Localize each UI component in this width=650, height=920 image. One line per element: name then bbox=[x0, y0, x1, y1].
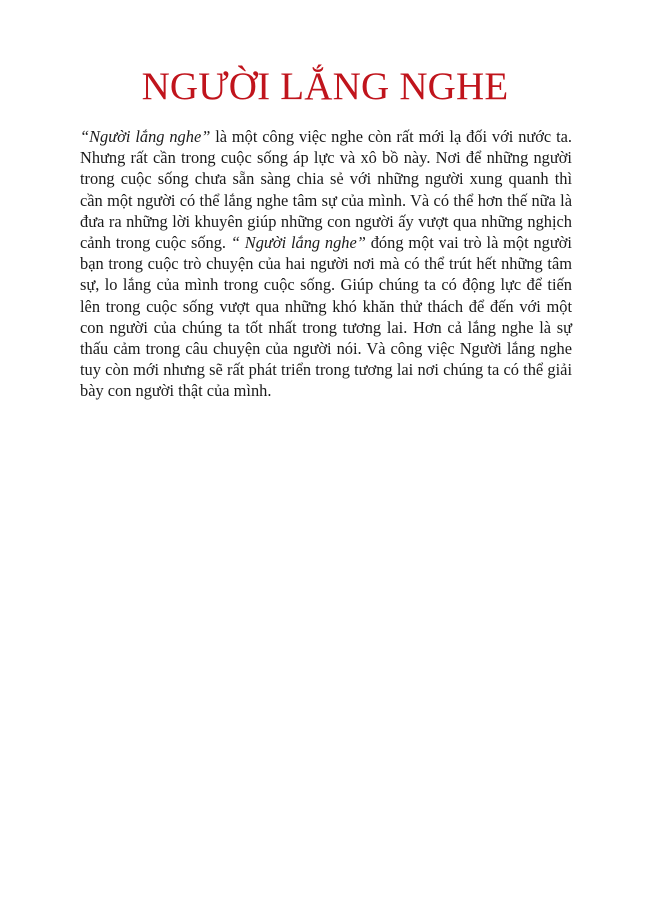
page-title: NGƯỜI LẮNG NGHE bbox=[141, 65, 509, 108]
quote-term-2: “ Người lắng nghe” bbox=[230, 233, 366, 253]
paragraph-text-2: đóng một vai trò là một người bạn trong cuộc trò chuyện của hai người nơi mà có thể trút hết những tâm sự, lo lắng của mình trong cuộc sống. Giúp chúng ta có động lực để tiến lên trong cuộc sống vượt qua những khó khăn thử thách để đến với một con người của chúng ta tốt nhất trong tương lai. Hơn cả lắng nghe là sự thấu cảm trong câu chuyện của người nói. Và công việc Người lắng nghe tuy còn mới nhưng sẽ rất phát triển trong tương lai nơi chúng ta có thể giải bày con người thật của mình. bbox=[80, 233, 572, 401]
body-paragraph bbox=[80, 126, 572, 402]
quote-term-1: “Người lắng nghe” bbox=[80, 127, 211, 146]
paragraph-text-1: là một công việc nghe còn rất mới lạ đối với nước ta. Nhưng rất cần trong cuộc sống áp lực và xô bồ này. Nơi để những người trong cuộc sống chưa sẵn sàng chia sẻ với những người xung quanh thì cần một người có thể lắng nghe tâm sự của mình. Và có thể hơn thế nữa là đưa ra những lời khuyên giúp những con người ấy vượt qua những nghịch cảnh trong cuộc sống. bbox=[80, 127, 573, 253]
